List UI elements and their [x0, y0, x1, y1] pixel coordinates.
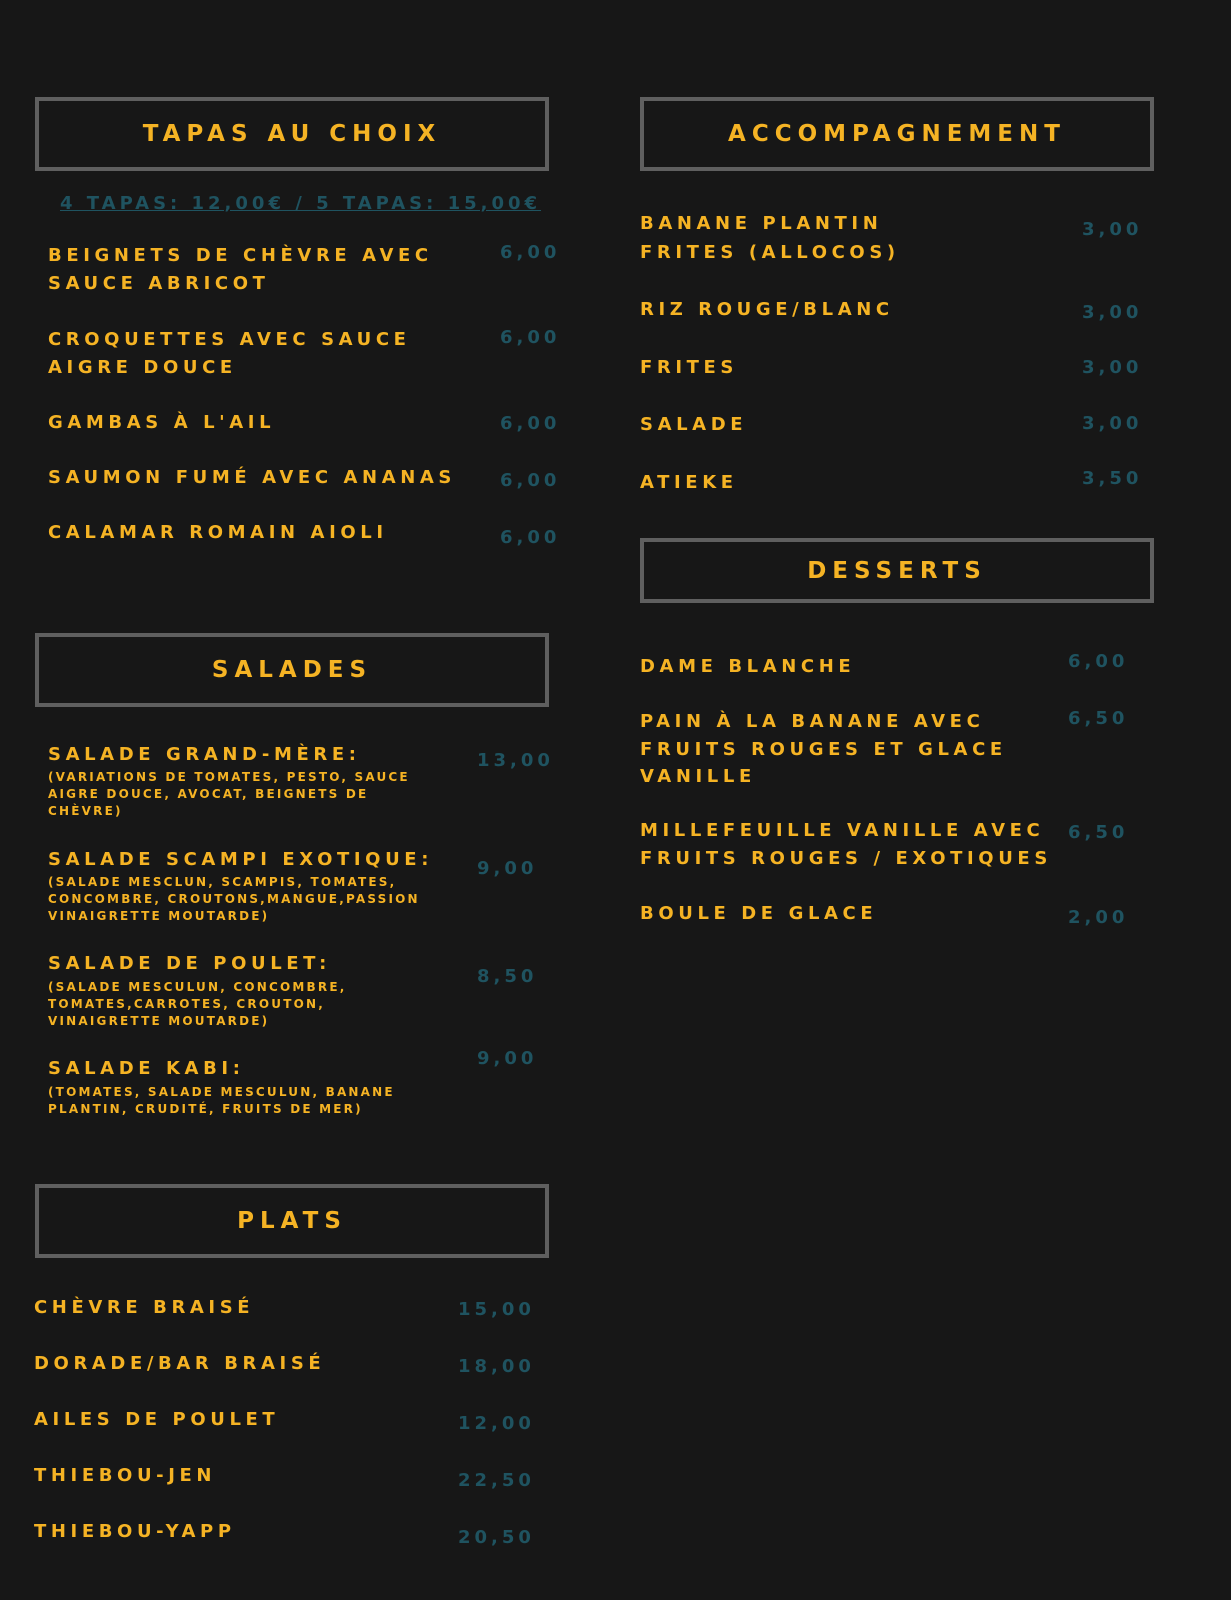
- tapas-item-4-line1: SAUMON FUMÉ AVEC ANANAS: [48, 467, 456, 488]
- salade-3-name: SALADE DE POULET:: [48, 953, 331, 974]
- accompagnement-1-line1: BANANE PLANTIN: [640, 213, 883, 234]
- dessert-2-line1: PAIN À LA BANANE AVEC: [640, 711, 985, 732]
- tapas-title: TAPAS AU CHOIX: [142, 121, 442, 147]
- salades-title: SALADES: [211, 657, 373, 683]
- salade-1-desc-3: CHÈVRE): [48, 804, 123, 818]
- tapas-item-1-price: 6,00: [500, 242, 561, 263]
- dessert-2-price: 6,50: [1068, 708, 1129, 729]
- salade-2-name: SALADE SCAMPI EXOTIQUE:: [48, 849, 433, 870]
- salade-3-desc-1: (SALADE MESCULUN, CONCOMBRE,: [48, 980, 347, 994]
- plat-1-name: CHÈVRE BRAISÉ: [34, 1297, 255, 1318]
- plat-4-price: 22,50: [458, 1470, 535, 1491]
- accompagnement-3-price: 3,00: [1082, 357, 1143, 378]
- plat-3-name: AILES DE POULET: [34, 1409, 280, 1430]
- tapas-item-4-price: 6,00: [500, 470, 561, 491]
- accompagnement-1-price: 3,00: [1082, 219, 1143, 240]
- plat-3-price: 12,00: [458, 1413, 535, 1434]
- dessert-3-line2: FRUITS ROUGES / EXOTIQUES: [640, 848, 1052, 869]
- tapas-item-5-line1: CALAMAR ROMAIN AIOLI: [48, 522, 388, 543]
- accompagnement-title: ACCOMPAGNEMENT: [728, 121, 1066, 147]
- tapas-promo[interactable]: 4 TAPAS: 12,00€ / 5 TAPAS: 15,00€: [60, 193, 542, 214]
- plat-5-name: THIEBOU-YAPP: [34, 1521, 236, 1542]
- tapas-item-3-price: 6,00: [500, 413, 561, 434]
- dessert-3-price: 6,50: [1068, 822, 1129, 843]
- salade-4-name: SALADE KABI:: [48, 1058, 245, 1079]
- salade-2-desc-2: CONCOMBRE, CROUTONS,MANGUE,PASSION: [48, 892, 420, 906]
- salade-1-desc-1: (VARIATIONS DE TOMATES, PESTO, SAUCE: [48, 770, 410, 784]
- dessert-3-line1: MILLEFEUILLE VANILLE AVEC: [640, 820, 1045, 841]
- dessert-4-price: 2,00: [1068, 907, 1129, 928]
- salade-3-desc-2: TOMATES,CARROTES, CROUTON,: [48, 997, 325, 1011]
- salade-1-name: SALADE GRAND-MÈRE:: [48, 744, 361, 765]
- tapas-item-2-price: 6,00: [500, 327, 561, 348]
- plat-2-price: 18,00: [458, 1356, 535, 1377]
- salade-1-price: 13,00: [477, 750, 554, 771]
- salade-2-price: 9,00: [477, 858, 538, 879]
- accompagnement-3-line1: FRITES: [640, 357, 738, 378]
- tapas-item-2-line1: CROQUETTES AVEC SAUCE: [48, 329, 411, 350]
- tapas-item-1-line1: BEIGNETS DE CHÈVRE AVEC: [48, 245, 433, 266]
- salade-3-price: 8,50: [477, 966, 538, 987]
- accompagnement-header: [640, 97, 1154, 171]
- plat-2-name: DORADE/BAR BRAISÉ: [34, 1353, 326, 1374]
- desserts-header: [640, 538, 1154, 603]
- salade-2-desc-1: (SALADE MESCLUN, SCAMPIS, TOMATES,: [48, 875, 397, 889]
- accompagnement-5-price: 3,50: [1082, 468, 1143, 489]
- plat-4-name: THIEBOU-JEN: [34, 1465, 217, 1486]
- accompagnement-1-line2: FRITES (ALLOCOS): [640, 242, 900, 263]
- salade-4-desc-1: (TOMATES, SALADE MESCULUN, BANANE: [48, 1085, 395, 1099]
- dessert-2-line2: FRUITS ROUGES ET GLACE: [640, 739, 1007, 760]
- plats-title: PLATS: [237, 1208, 347, 1234]
- salade-4-desc-2: PLANTIN, CRUDITÉ, FRUITS DE MER): [48, 1102, 363, 1116]
- tapas-header: [35, 97, 549, 171]
- salade-3-desc-3: VINAIGRETTE MOUTARDE): [48, 1014, 270, 1028]
- tapas-item-3-line1: GAMBAS À L'AIL: [48, 412, 276, 433]
- dessert-2-line3: VANILLE: [640, 766, 756, 787]
- desserts-title: DESSERTS: [807, 557, 987, 584]
- tapas-item-2-line2: AIGRE DOUCE: [48, 357, 237, 378]
- accompagnement-2-price: 3,00: [1082, 302, 1143, 323]
- accompagnement-5-line1: ATIEKE: [640, 472, 738, 493]
- plats-header: [35, 1184, 549, 1258]
- tapas-item-5-price: 6,00: [500, 527, 561, 548]
- accompagnement-4-line1: SALADE: [640, 414, 748, 435]
- plat-1-price: 15,00: [458, 1299, 535, 1320]
- dessert-4-line1: BOULE DE GLACE: [640, 903, 878, 924]
- salades-header: [35, 633, 549, 707]
- dessert-1-price: 6,00: [1068, 651, 1129, 672]
- salade-1-desc-2: AIGRE DOUCE, AVOCAT, BEIGNETS DE: [48, 787, 369, 801]
- salade-4-price: 9,00: [477, 1048, 538, 1069]
- tapas-item-1-line2: SAUCE ABRICOT: [48, 273, 270, 294]
- salade-2-desc-3: VINAIGRETTE MOUTARDE): [48, 909, 270, 923]
- plat-5-price: 20,50: [458, 1527, 535, 1548]
- accompagnement-2-line1: RIZ ROUGE/BLANC: [640, 299, 894, 320]
- dessert-1-line1: DAME BLANCHE: [640, 656, 856, 677]
- accompagnement-4-price: 3,00: [1082, 413, 1143, 434]
